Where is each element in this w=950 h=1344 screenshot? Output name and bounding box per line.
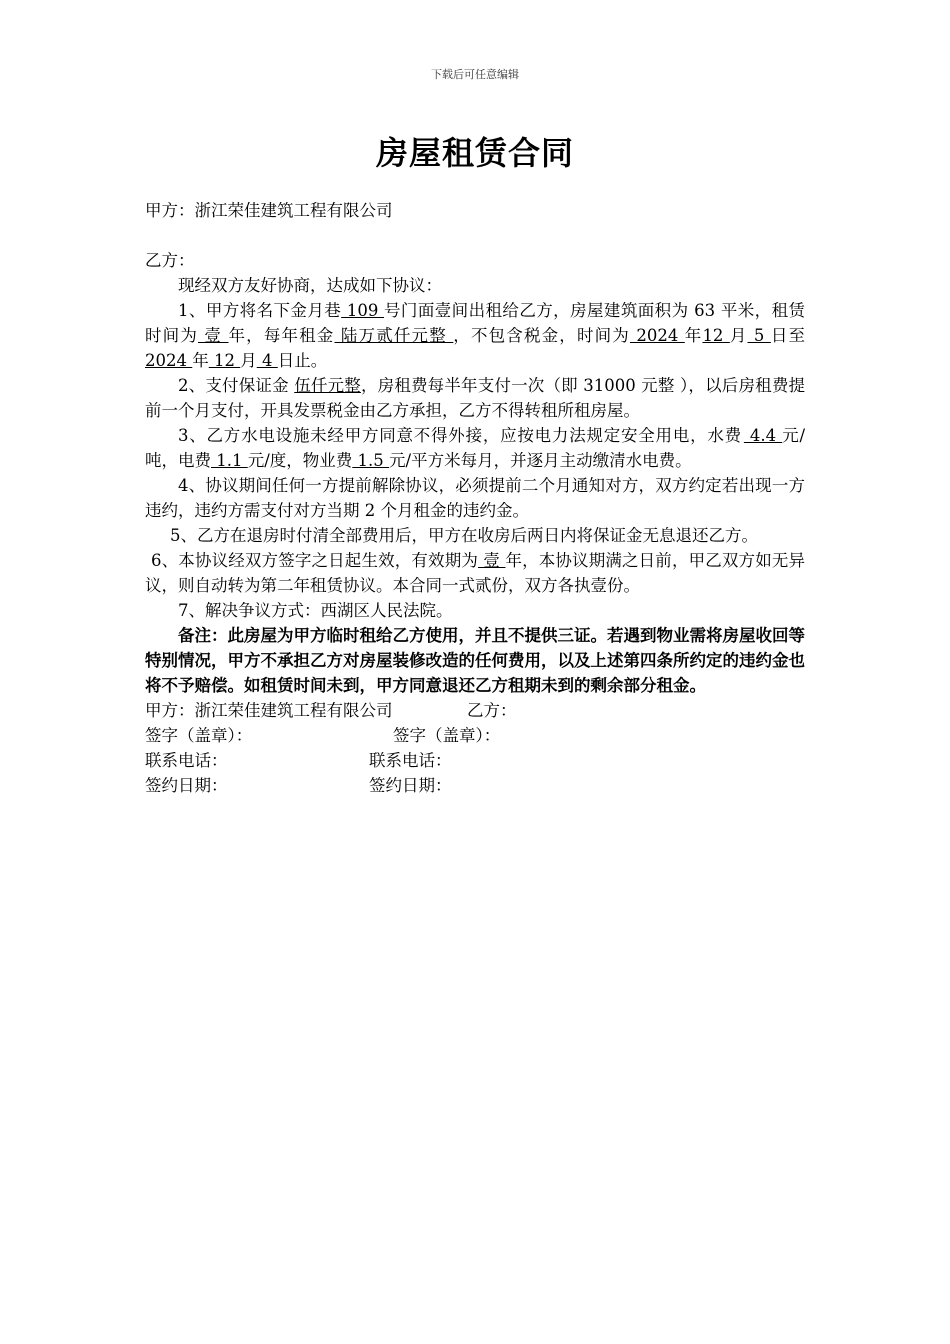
- date-b: 签约日期：: [369, 776, 452, 795]
- clause-text: 日止。: [277, 351, 328, 370]
- start-day: 5: [747, 326, 771, 345]
- water-fee: 4.4: [743, 426, 783, 445]
- property-fee: 1.5: [352, 451, 390, 470]
- start-year: 2024: [629, 326, 685, 345]
- party-a-line: 甲方：浙江荣佳建筑工程有限公司: [145, 201, 393, 220]
- clause-text: ，房租费每半年支付一次（即 31000 元整 ），以后房租费提前一个月支付，开具发票税金由乙方承担，乙方不得转租所租房屋。: [145, 376, 805, 420]
- start-month: 12: [702, 326, 730, 345]
- clause-text: 3、乙方水电设施未经甲方同意不得外接，应按电力法规定安全用电，水费: [178, 426, 742, 445]
- remark: 备注：此房屋为甲方临时租给乙方使用，并且不提供三证。若遇到物业需将房屋收回等特别情况，甲方不承担乙方对房屋装修改造的任何费用，以及上述第四条所约定的违约金也将不予赔偿。如租赁时间未到，甲方同意退还乙方租期未到的剩余部分租金。: [145, 626, 805, 695]
- end-year: 2024: [145, 351, 193, 370]
- house-number: 109: [341, 301, 384, 320]
- clause-text: ，不包含税金，时间为: [453, 326, 630, 345]
- clause-5: 5、乙方在退房时付清全部费用后，甲方在收房后两日内将保证金无息退还乙方。: [170, 526, 758, 545]
- clause-text: 1、甲方将名下金月巷: [178, 301, 342, 320]
- spacer: [145, 223, 805, 248]
- clause-text: 年: [684, 326, 703, 345]
- signature-row-parties: [145, 698, 805, 723]
- intro-text: 现经双方友好协商，达成如下协议：: [178, 276, 442, 295]
- clause-text: 日至: [770, 326, 806, 345]
- clause-text: 2、支付保证金: [178, 376, 295, 395]
- clause-text: 年，本协议期满之日前，甲乙双方如无异议，则自动转为第二年租赁协议。本合同一式贰份，双方各执壹份。: [145, 551, 806, 595]
- signature-row-sign: [145, 723, 805, 748]
- sign-seal-b: 签字（盖章）：: [393, 726, 501, 745]
- signature-row-date: [145, 773, 805, 798]
- lease-term: 壹: [198, 326, 229, 345]
- clause-3: [145, 423, 805, 473]
- header-note: 下载后可任意编辑: [431, 68, 519, 81]
- clause-2: [145, 373, 805, 423]
- clause-text: 号门面壹间出租给乙方，房屋建筑面积为 63 平米，租赁时间为: [145, 301, 805, 345]
- clause-text: 年: [192, 351, 209, 370]
- clause-text: 元/度，物业费: [247, 451, 353, 470]
- clause-text: 月: [240, 351, 257, 370]
- end-day: 4: [256, 351, 278, 370]
- clause-text: 6、本协议经双方签字之日起生效，有效期为: [151, 551, 478, 570]
- phone-b: 联系电话：: [369, 751, 452, 770]
- clause-text: 月: [729, 326, 748, 345]
- signature-party-b: 乙方：: [467, 701, 517, 720]
- signature-row-phone: [145, 748, 805, 773]
- clause-7: 7、解决争议方式：西湖区人民法院。: [178, 601, 453, 620]
- clause-text: 元/吨，电费: [145, 426, 806, 470]
- end-month: 12: [208, 351, 241, 370]
- date-a: 签约日期：: [145, 776, 228, 795]
- sign-seal-a: 签字（盖章）：: [145, 726, 253, 745]
- annual-rent: 陆万贰仟元整: [334, 326, 454, 345]
- clause-text: 元/平方米每月，并逐月主动缴清水电费。: [389, 451, 692, 470]
- clause-text: 年，每年租金: [228, 326, 335, 345]
- clause-4: 4、协议期间任何一方提前解除协议，必须提前二个月通知对方，双方约定若出现一方违约，违约方需支付对方当期 2 个月租金的违约金。: [145, 476, 805, 520]
- phone-a: 联系电话：: [145, 751, 228, 770]
- validity-term: 壹: [478, 551, 506, 570]
- contract-body: [145, 198, 805, 798]
- clause-1: [145, 298, 805, 373]
- electricity-fee: 1.1: [211, 451, 248, 470]
- signature-party-a: 甲方：浙江荣佳建筑工程有限公司: [145, 701, 393, 720]
- deposit-amount: 伍仟元整: [294, 376, 361, 395]
- clause-6: [145, 548, 805, 598]
- party-b-line: 乙方：: [145, 251, 195, 270]
- document-title: 房屋租赁合同: [375, 134, 574, 172]
